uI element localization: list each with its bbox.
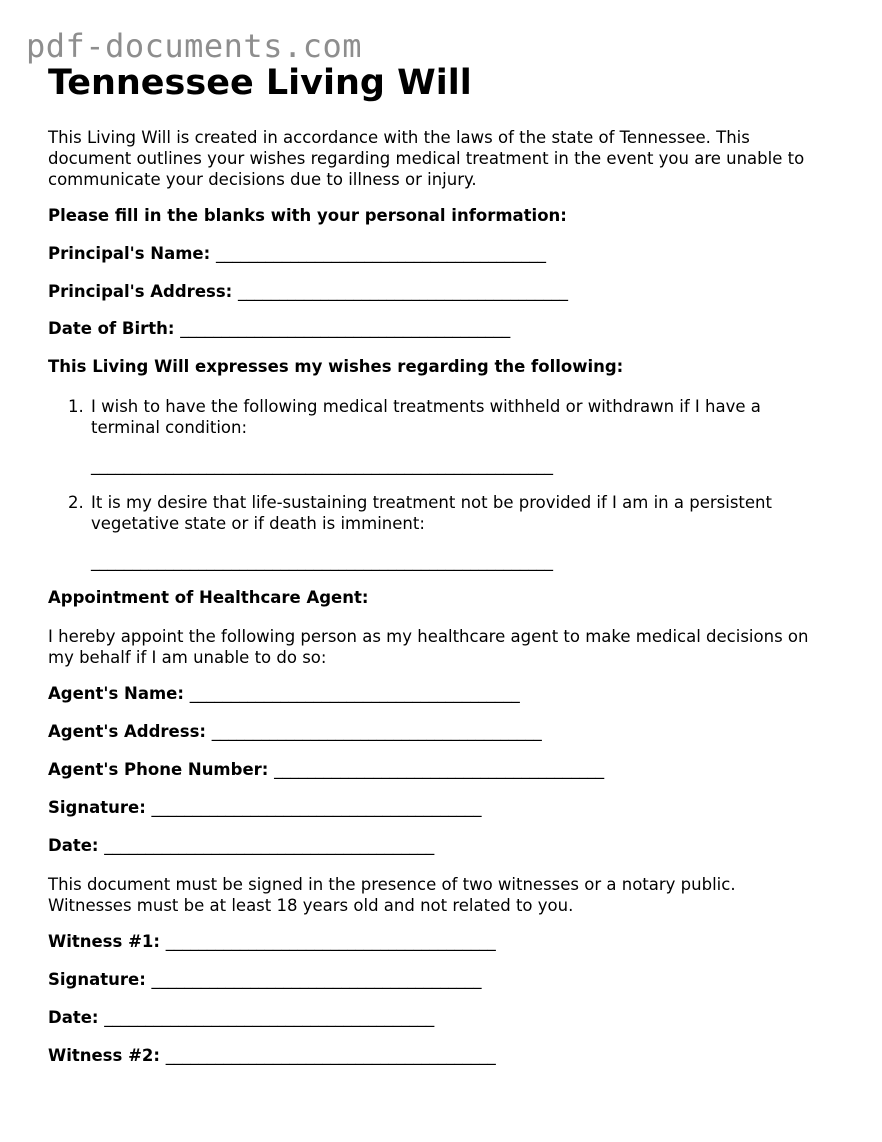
document-title: Tennessee Living Will	[48, 63, 472, 103]
fill-line[interactable]: ________________________________________	[211, 722, 542, 741]
agent-name-field	[48, 683, 520, 705]
fill-line[interactable]: ________________________________________	[151, 970, 482, 989]
agent-intro-paragraph: I hereby appoint the following person as my healthcare agent to make medical decisions on my behalf if I am unable to do so:	[48, 627, 809, 667]
field-label: Principal's Name:	[48, 244, 211, 263]
watermark: pdf-documents.com	[26, 27, 363, 65]
field-label: Signature:	[48, 798, 146, 817]
agent-heading: Appointment of Healthcare Agent:	[48, 588, 369, 607]
witness-note: This document must be signed in the presence of two witnesses or a notary public. Witnesses must be at least 18 years old and not related to you.	[48, 875, 736, 915]
field-label: Date:	[48, 836, 99, 855]
intro-paragraph: This Living Will is created in accordance with the laws of the state of Tennessee. This document outlines your wishes regarding medical treatment in the event you are unable to communicate your decisions due to illness or injury.	[48, 128, 805, 189]
principal-address-field	[48, 281, 568, 303]
fill-line[interactable]: ________________________________________	[180, 319, 511, 338]
fill-line[interactable]: ________________________________________	[238, 282, 568, 301]
wish-fill-line[interactable]: ________________________________________________________	[91, 552, 553, 571]
witness-date-field	[48, 1007, 434, 1029]
witness-1-field	[48, 931, 496, 953]
fill-line[interactable]: ________________________________________	[189, 684, 520, 703]
field-label: Witness #1:	[48, 932, 160, 951]
fill-instruction: Please fill in the blanks with your personal information:	[48, 206, 567, 225]
fill-line[interactable]: ________________________________________	[104, 836, 435, 855]
field-label: Agent's Name:	[48, 684, 184, 703]
fill-line[interactable]: ________________________________________	[151, 798, 482, 817]
wish-item-text: It is my desire that life-sustaining treatment not be provided if I am in a persistent vegetative state or if death is imminent:	[91, 493, 772, 533]
field-label: Agent's Phone Number:	[48, 760, 269, 779]
fill-line[interactable]: ________________________________________	[274, 760, 605, 779]
field-label: Signature:	[48, 970, 146, 989]
agent-address-field	[48, 721, 542, 743]
field-label: Agent's Address:	[48, 722, 206, 741]
fill-line[interactable]: ________________________________________	[104, 1008, 435, 1027]
date-field	[48, 835, 434, 857]
agent-phone-field	[48, 759, 604, 781]
field-label: Date:	[48, 1008, 99, 1027]
wish-fill-line[interactable]: ________________________________________________________	[91, 456, 553, 475]
fill-line[interactable]: ________________________________________	[215, 244, 546, 263]
wish-item-number: 2.	[68, 493, 84, 512]
wish-item-text: I wish to have the following medical treatments withheld or withdrawn if I have a terminal condition:	[91, 397, 761, 437]
fill-line[interactable]: ________________________________________	[165, 1046, 496, 1065]
principal-name-field	[48, 243, 546, 265]
field-label: Witness #2:	[48, 1046, 160, 1065]
wish-item-number: 1.	[68, 397, 84, 416]
witness-signature-field	[48, 969, 482, 991]
field-label: Date of Birth:	[48, 319, 175, 338]
fill-line[interactable]: ________________________________________	[165, 932, 496, 951]
field-label: Principal's Address:	[48, 282, 233, 301]
signature-field	[48, 797, 482, 819]
date-of-birth-field	[48, 318, 510, 340]
wishes-heading: This Living Will expresses my wishes regarding the following:	[48, 357, 624, 376]
witness-2-field	[48, 1045, 496, 1067]
